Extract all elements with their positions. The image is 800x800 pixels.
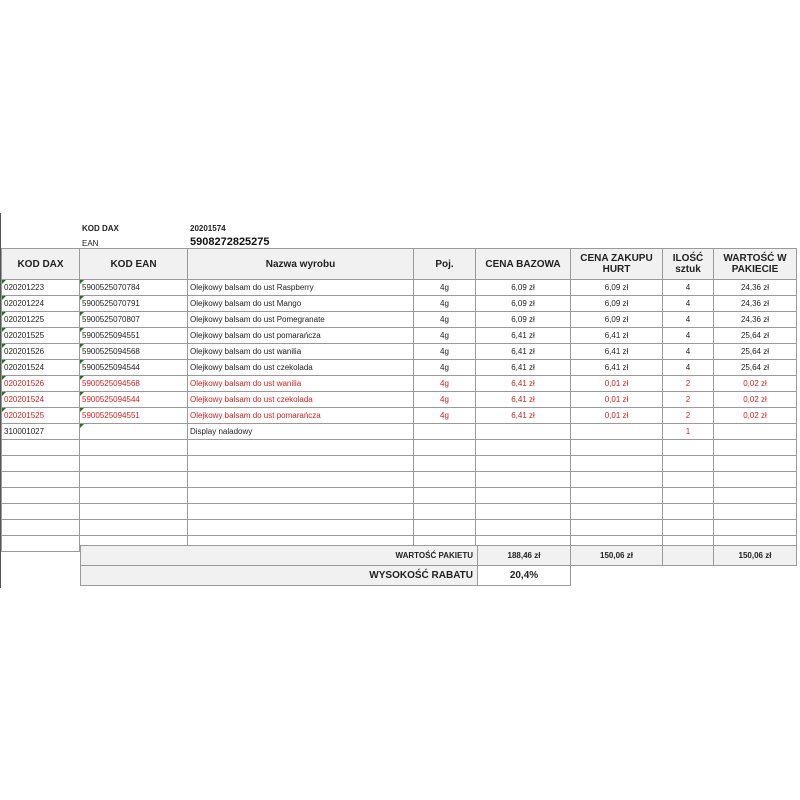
table-row xyxy=(2,344,797,360)
cell-cena-zakupu: 6,41 zł xyxy=(571,360,663,376)
table-row xyxy=(2,296,797,312)
cell-empty xyxy=(663,456,714,472)
cell-cena-zakupu: 6,09 zł xyxy=(571,312,663,328)
cell-empty xyxy=(714,520,797,536)
cell-empty xyxy=(188,440,414,456)
cell-empty xyxy=(188,520,414,536)
cell-nazwa: Olejkowy balsam do ust Raspberry xyxy=(188,280,414,296)
cell-kod-ean: 5900525070807 xyxy=(80,312,188,328)
col-header-kod-ean: KOD EAN xyxy=(80,249,188,280)
cell-cena-zakupu: 0,01 zł xyxy=(571,408,663,424)
cell-nazwa: Olejkowy balsam do ust pomarańcza xyxy=(188,328,414,344)
cell-cena-bazowa: 6,41 zł xyxy=(476,328,571,344)
cell-kod-dax: 020201524 xyxy=(2,392,80,408)
cell-kod-dax: 020201223 xyxy=(2,280,80,296)
cell-poj: 4g xyxy=(414,376,476,392)
cell-empty xyxy=(414,520,476,536)
cell-empty xyxy=(188,472,414,488)
package-value-label: WARTOŚĆ PAKIETU xyxy=(80,545,478,566)
cell-cena-bazowa: 6,09 zł xyxy=(476,296,571,312)
cell-kod-ean: 5900525070791 xyxy=(80,296,188,312)
cell-poj xyxy=(414,424,476,440)
cell-cena-bazowa: 6,41 zł xyxy=(476,408,571,424)
cell-kod-dax: 020201225 xyxy=(2,312,80,328)
table-row xyxy=(2,424,797,440)
cell-poj: 4g xyxy=(414,360,476,376)
cell-ilosc: 4 xyxy=(663,296,714,312)
cell-kod-ean xyxy=(80,424,188,440)
cell-poj: 4g xyxy=(414,328,476,344)
discount-value: 20,4% xyxy=(477,565,571,586)
cell-cena-bazowa xyxy=(476,424,571,440)
package-base-total: 188,46 zł xyxy=(477,545,571,566)
cell-wartosc: 24,36 zł xyxy=(714,312,797,328)
kod-dax-value: 20201574 xyxy=(190,224,226,233)
cell-empty xyxy=(2,472,80,488)
cell-empty xyxy=(2,440,80,456)
table-row-empty xyxy=(2,504,797,520)
cell-kod-ean: 5900525070784 xyxy=(80,280,188,296)
package-value-total: 150,06 zł xyxy=(713,545,797,566)
cell-ilosc: 4 xyxy=(663,312,714,328)
col-header-cena-zakupu: CENA ZAKUPU HURT xyxy=(571,249,663,280)
cell-ilosc: 4 xyxy=(663,360,714,376)
cell-ilosc: 4 xyxy=(663,280,714,296)
table-header-row xyxy=(2,249,797,280)
table-row-empty xyxy=(2,440,797,456)
cell-empty xyxy=(714,504,797,520)
table-row xyxy=(2,376,797,392)
cell-empty xyxy=(476,456,571,472)
cell-empty xyxy=(414,504,476,520)
cell-empty xyxy=(2,488,80,504)
cell-cena-zakupu: 6,09 zł xyxy=(571,280,663,296)
cell-empty xyxy=(476,472,571,488)
cell-nazwa: Olejkowy balsam do ust wanilia xyxy=(188,376,414,392)
cell-empty xyxy=(414,472,476,488)
cell-kod-dax: 020201524 xyxy=(2,360,80,376)
cell-kod-dax: 020201224 xyxy=(2,296,80,312)
discount-label: WYSOKOŚĆ RABATU xyxy=(80,565,478,586)
table-row-empty xyxy=(2,488,797,504)
cell-poj: 4g xyxy=(414,344,476,360)
cell-empty xyxy=(80,488,188,504)
cell-empty xyxy=(571,488,663,504)
table-row xyxy=(2,280,797,296)
cell-cena-bazowa: 6,41 zł xyxy=(476,360,571,376)
cell-empty xyxy=(80,440,188,456)
cell-cena-bazowa: 6,41 zł xyxy=(476,392,571,408)
cell-ilosc: 2 xyxy=(663,392,714,408)
table-row xyxy=(2,392,797,408)
cell-empty xyxy=(663,440,714,456)
cell-ilosc: 1 xyxy=(663,424,714,440)
cell-kod-dax: 310001027 xyxy=(2,424,80,440)
cell-kod-dax: 020201525 xyxy=(2,408,80,424)
cell-poj: 4g xyxy=(414,408,476,424)
table-row-empty xyxy=(2,520,797,536)
kod-dax-label: KOD DAX xyxy=(82,224,119,233)
ean-label: EAN xyxy=(82,239,99,248)
cell-empty xyxy=(414,440,476,456)
cell-nazwa: Olejkowy balsam do ust czekolada xyxy=(188,392,414,408)
table-row xyxy=(2,312,797,328)
cell-empty xyxy=(2,536,80,552)
cell-ilosc: 4 xyxy=(663,344,714,360)
cell-kod-ean: 5900525094568 xyxy=(80,344,188,360)
cell-empty xyxy=(80,504,188,520)
cell-empty xyxy=(571,504,663,520)
cell-nazwa: Olejkowy balsam do ust Mango xyxy=(188,296,414,312)
cell-empty xyxy=(80,520,188,536)
cell-empty xyxy=(571,472,663,488)
ean-value: 5908272825275 xyxy=(190,236,270,248)
cell-kod-ean: 5900525094544 xyxy=(80,392,188,408)
cell-empty xyxy=(663,520,714,536)
cell-empty xyxy=(663,504,714,520)
cell-kod-dax: 020201526 xyxy=(2,344,80,360)
cell-kod-dax: 020201526 xyxy=(2,376,80,392)
product-table xyxy=(1,248,797,552)
cell-nazwa: Olejkowy balsam do ust czekolada xyxy=(188,360,414,376)
cell-empty xyxy=(571,456,663,472)
table-row-empty xyxy=(2,472,797,488)
cell-empty xyxy=(476,504,571,520)
cell-wartosc: 25,64 zł xyxy=(714,344,797,360)
cell-empty xyxy=(2,520,80,536)
col-header-nazwa: Nazwa wyrobu xyxy=(188,249,414,280)
cell-kod-dax: 020201525 xyxy=(2,328,80,344)
cell-poj: 4g xyxy=(414,312,476,328)
package-qty-blank xyxy=(662,545,714,566)
cell-empty xyxy=(2,456,80,472)
cell-wartosc: 25,64 zł xyxy=(714,360,797,376)
cell-wartosc: 0,02 zł xyxy=(714,392,797,408)
cell-cena-zakupu: 0,01 zł xyxy=(571,392,663,408)
table-row xyxy=(2,328,797,344)
cell-wartosc xyxy=(714,424,797,440)
cell-cena-bazowa: 6,09 zł xyxy=(476,280,571,296)
cell-poj: 4g xyxy=(414,392,476,408)
col-header-kod-dax: KOD DAX xyxy=(2,249,80,280)
col-header-cena-bazowa: CENA BAZOWA xyxy=(476,249,571,280)
cell-nazwa: Display naladowy xyxy=(188,424,414,440)
cell-wartosc: 0,02 zł xyxy=(714,376,797,392)
cell-empty xyxy=(80,472,188,488)
cell-kod-ean: 5900525094568 xyxy=(80,376,188,392)
cell-empty xyxy=(714,472,797,488)
cell-empty xyxy=(80,456,188,472)
cell-cena-bazowa: 6,09 zł xyxy=(476,312,571,328)
cell-cena-zakupu: 6,09 zł xyxy=(571,296,663,312)
cell-empty xyxy=(571,440,663,456)
cell-empty xyxy=(188,456,414,472)
cell-nazwa: Olejkowy balsam do ust wanilia xyxy=(188,344,414,360)
table-row xyxy=(2,360,797,376)
cell-ilosc: 2 xyxy=(663,376,714,392)
cell-wartosc: 24,36 zł xyxy=(714,296,797,312)
table-row-empty xyxy=(2,456,797,472)
cell-wartosc: 25,64 zł xyxy=(714,328,797,344)
cell-empty xyxy=(663,488,714,504)
cell-cena-zakupu: 6,41 zł xyxy=(571,328,663,344)
cell-nazwa: Olejkowy balsam do ust Pomegranate xyxy=(188,312,414,328)
cell-empty xyxy=(714,440,797,456)
cell-empty xyxy=(188,504,414,520)
cell-empty xyxy=(188,488,414,504)
col-header-poj: Poj. xyxy=(414,249,476,280)
cell-cena-zakupu: 0,01 zł xyxy=(571,376,663,392)
cell-cena-bazowa: 6,41 zł xyxy=(476,376,571,392)
cell-kod-ean: 5900525094551 xyxy=(80,328,188,344)
cell-empty xyxy=(714,488,797,504)
col-header-wartosc: WARTOŚĆ W PAKIECIE xyxy=(714,249,797,280)
cell-empty xyxy=(414,488,476,504)
cell-cena-zakupu xyxy=(571,424,663,440)
cell-nazwa: Olejkowy balsam do ust pomarańcza xyxy=(188,408,414,424)
cell-empty xyxy=(476,488,571,504)
cell-empty xyxy=(571,520,663,536)
cell-cena-zakupu: 6,41 zł xyxy=(571,344,663,360)
package-buy-total: 150,06 zł xyxy=(570,545,663,566)
cell-wartosc: 24,36 zł xyxy=(714,280,797,296)
table-row xyxy=(2,408,797,424)
cell-kod-ean: 5900525094544 xyxy=(80,360,188,376)
cell-empty xyxy=(714,456,797,472)
cell-empty xyxy=(2,504,80,520)
cell-empty xyxy=(476,520,571,536)
cell-empty xyxy=(476,440,571,456)
cell-ilosc: 4 xyxy=(663,328,714,344)
cell-empty xyxy=(663,472,714,488)
cell-poj: 4g xyxy=(414,280,476,296)
cell-wartosc: 0,02 zł xyxy=(714,408,797,424)
col-header-ilosc: ILOŚĆ sztuk xyxy=(663,249,714,280)
cell-kod-ean: 5900525094551 xyxy=(80,408,188,424)
cell-ilosc: 2 xyxy=(663,408,714,424)
cell-poj: 4g xyxy=(414,296,476,312)
cell-cena-bazowa: 6,41 zł xyxy=(476,344,571,360)
cell-empty xyxy=(414,456,476,472)
